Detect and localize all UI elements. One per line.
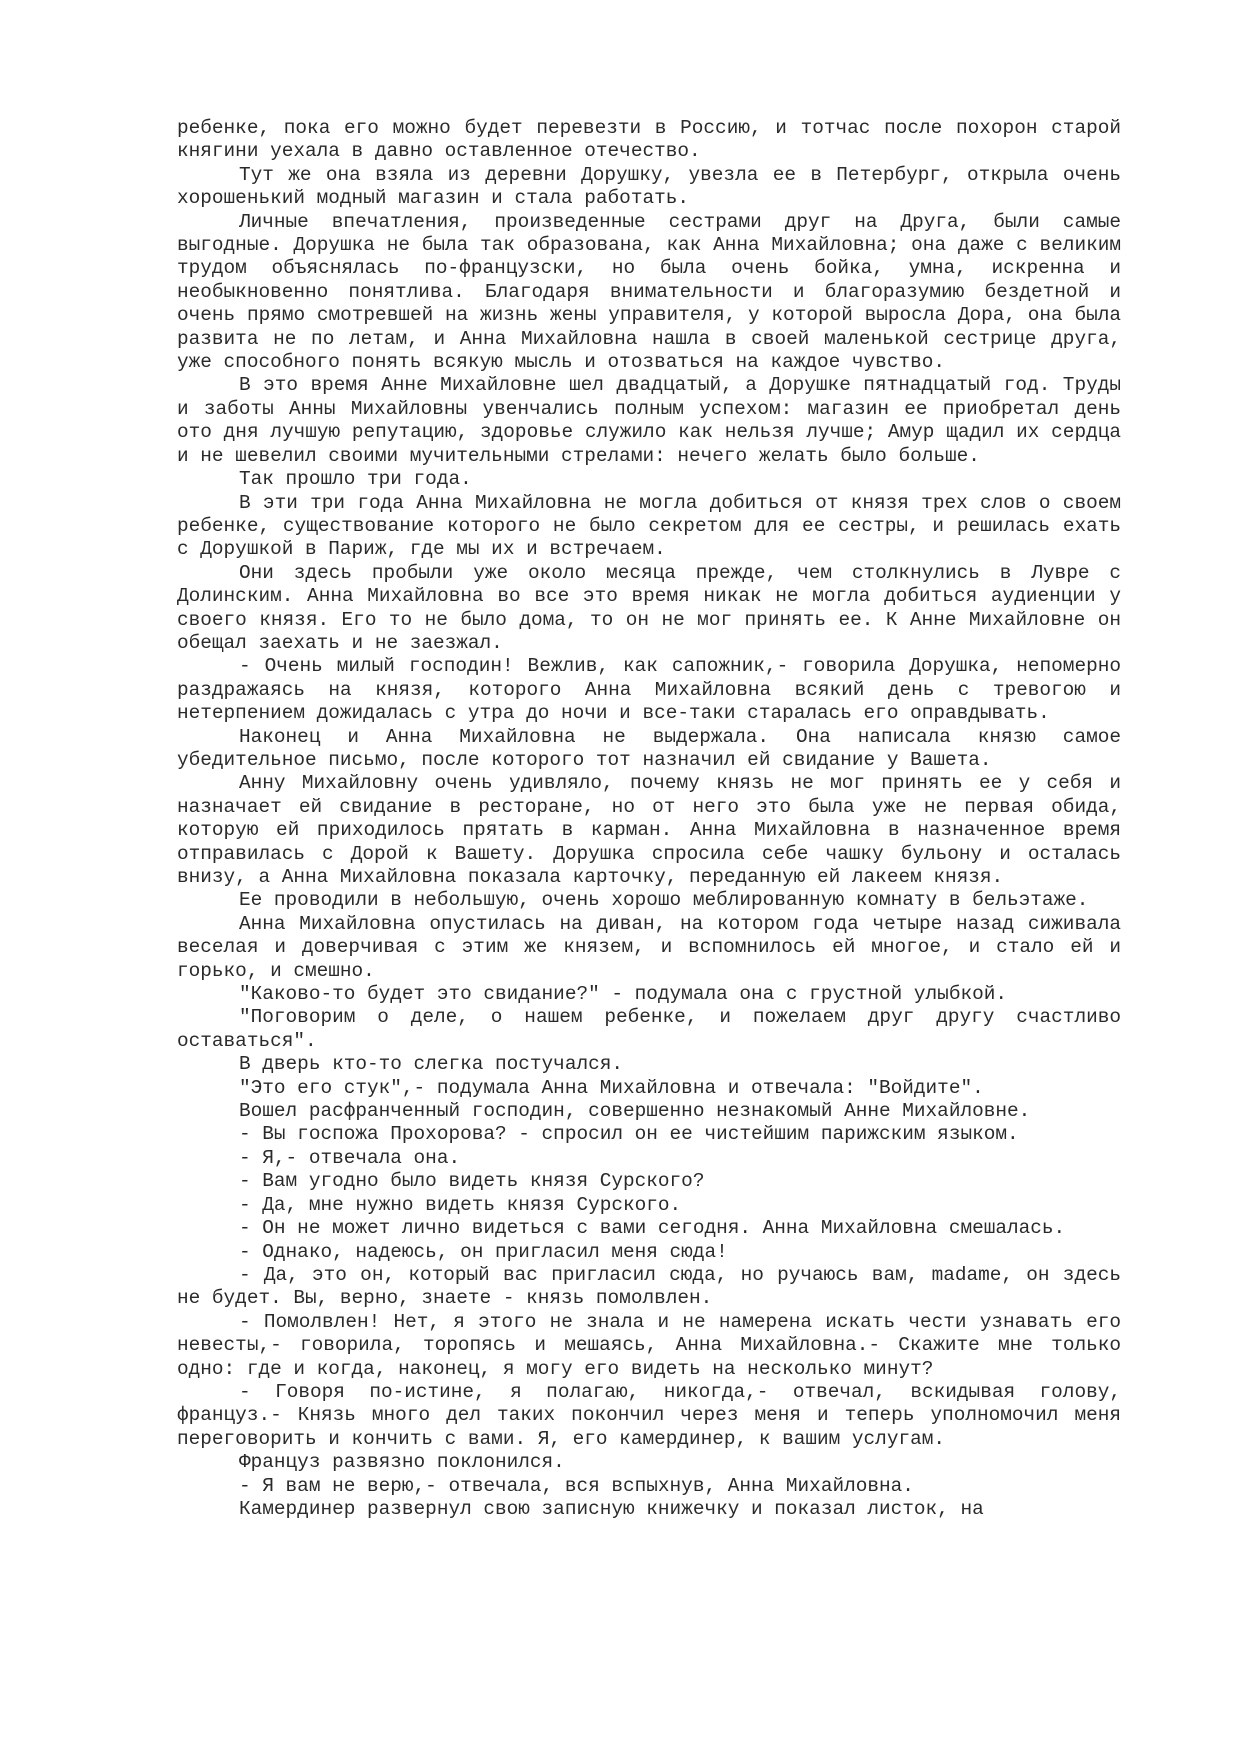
paragraph: "Это его стук",- подумала Анна Михайловна и отвечала: "Войдите". — [239, 1076, 984, 1099]
paragraph: В эти три года Анна Михайловна не могла добиться от князя трех слов о своем ребенке, существование которого не было секретом для ее сестры, и решилась ехать с Дорушкой в Париж, где мы их и встречаем. — [177, 491, 1121, 561]
paragraph: "Поговорим о деле, о нашем ребенке, и пожелаем друг другу счастливо оставаться". — [177, 1006, 1121, 1052]
paragraph: Тут же она взяла из деревни Дорушку, увезла ее в Петербург, открыла очень хорошенький модный магазин и стала работать. — [177, 163, 1121, 210]
paragraph: - Однако, надеюсь, он пригласил меня сюда! — [239, 1240, 728, 1263]
paragraph: Камердинер развернул свою записную книжечку и показал листок, на — [239, 1497, 984, 1520]
paragraph: Так прошло три года. — [239, 468, 472, 491]
paragraph: - Он не может лично видеться с вами сегодня. Анна Михайловна смешалась. — [239, 1217, 1066, 1240]
paragraph: ребенке, пока его можно будет перевезти в Россию, и тотчас после похорон старой княгини уехала в давно оставленное отечество. — [177, 117, 1121, 163]
paragraph: "Каково-то будет это свидание?" - подумала она с грустной улыбкой. — [239, 983, 1007, 1006]
document-page — [177, 117, 1121, 1521]
paragraph: Наконец и Анна Михайловна не выдержала. Она написала князю самое убедительное письмо, после которого тот назначил ей свидание у Вашета. — [177, 725, 1121, 771]
paragraph: - Очень милый господин! Вежлив, как сапожник,- говорила Дорушка, непомерно раздражаясь на князя, которого Анна Михайловна всякий день с тревогою и нетерпением дожидалась с утра до ночи и все-таки старалась его оправдывать. — [177, 655, 1121, 725]
paragraph: - Вы госпожа Прохорова? - спросил он ее чистейшим парижским языком. — [239, 1123, 1019, 1146]
paragraph: - Помолвлен! Нет, я этого не знала и не намерена искать чести узнавать его невесты,- говорила, торопясь и мешаясь, Анна Михайловна.- Скажите мне только одно: где и когда, наконец, я могу его видеть на несколько минут? — [177, 1310, 1121, 1380]
paragraph: - Да, мне нужно видеть князя Сурского. — [239, 1193, 682, 1216]
paragraph: - Я,- отвечала она. — [239, 1146, 461, 1169]
paragraph: Анна Михайловна опустилась на диван, на котором года четыре назад сиживала веселая и доверчивая с этим же князем, и вспомнилось ей многое, и стало ей и горько, и смешно. — [177, 912, 1121, 982]
paragraph: Вошел расфранченный господин, совершенно незнакомый Анне Михайловне. — [239, 1100, 1031, 1123]
paragraph: - Вам угодно было видеть князя Сурского? — [239, 1170, 705, 1193]
paragraph: Француз развязно поклонился. — [239, 1451, 565, 1474]
paragraph: - Я вам не верю,- отвечала, вся вспыхнув, Анна Михайловна. — [239, 1474, 914, 1497]
paragraph: Анну Михайловну очень удивляло, почему князь не мог принять ее у себя и назначает ей свидание в ресторане, но от него это была уже не первая обида, которую ей приходилось прятать в карман. Анна Михайловна в назначенное время отправилась с Дорой к Вашету. Дорушка спросила себе чашку бульону и осталась внизу, а Анна Михайловна показала карточку, переданную ей лакеем князя. — [177, 772, 1121, 888]
paragraph: Они здесь пробыли уже около месяца прежде, чем столкнулись в Лувре с Долинским. Анна Михайловна во все это время никак не могла добиться аудиенции у своего князя. Его то не было дома, то он не мог принять ее. К Анне Михайловне он обещал заехать и не заезжал. — [177, 561, 1121, 654]
paragraph: В это время Анне Михайловне шел двадцатый, а Дорушке пятнадцатый год. Труды и заботы Анны Михайловны увенчались полным успехом: магазин ее приобретал день ото дня лучшую репутацию, здоровье служило как нельзя лучше; Амур щадил их сердца и не шевелил своими мучительными стрелами: нечего желать было больше. — [177, 374, 1121, 467]
paragraph: Ее проводили в небольшую, очень хорошо меблированную комнату в бельэтаже. — [239, 889, 1089, 912]
paragraph: Личные впечатления, произведенные сестрами друг на Друга, были самые выгодные. Дорушка не была так образована, как Анна Михайловна; она даже с великим трудом объяснялась по-французски, но была очень бойка, умна, искренна и необыкновенно понятлива. Благодаря внимательности и благоразумию бездетной и очень прямо смотревшей на жизнь жены управителя, у которой выросла Дора, она была развита не по летам, и Анна Михайловна нашла в своей маленькой сестрице друга, уже способного понять всякую мысль и отозваться на каждое чувство. — [177, 210, 1121, 374]
paragraph: В дверь кто-то слегка постучался. — [239, 1053, 623, 1076]
paragraph: - Говоря по-истине, я полагаю, никогда,- отвечал, вскидывая голову, француз.- Князь много дел таких покончил через меня и теперь уполномочил меня переговорить и кончить с вами. Я, его камердинер, к вашим услугам. — [177, 1380, 1121, 1450]
paragraph: - Да, это он, который вас пригласил сюда, но ручаюсь вам, madame, он здесь не будет. Вы, верно, знаете - князь помолвлен. — [177, 1263, 1121, 1310]
